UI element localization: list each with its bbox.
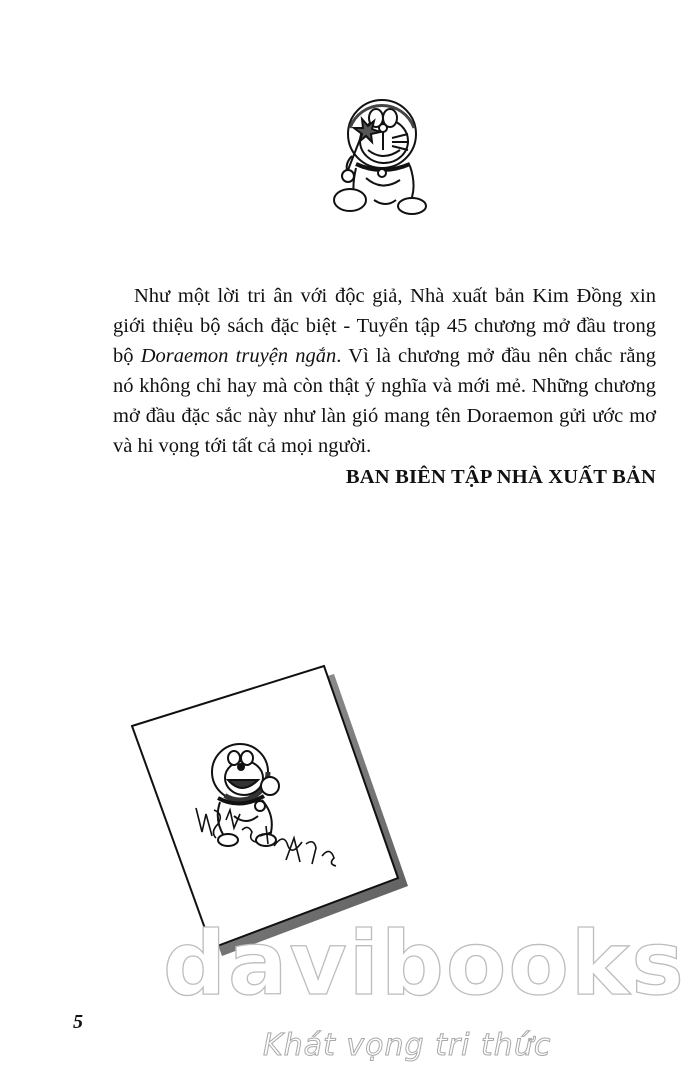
davibooks-watermark-logo: davibooks [163, 912, 686, 1015]
doraemon-sitting-illustration [322, 94, 434, 220]
book-title: Doraemon truyện ngắn [140, 345, 337, 367]
preface-text-part2: . Vì là chương mở đầu nên chắc rằng nó không chỉ hay mà còn thật ý nghĩa và mới mẻ. Những chương mở đầu đặc sắc này như làn gió mang tên Doraemon gửi ước mơ và hi vọng tới tất cả mọi người. [113, 345, 657, 457]
page-number: 5 [73, 1011, 83, 1033]
editorial-board-signature: BAN BIÊN TẬP NHÀ XUẤT BẢN [345, 466, 656, 488]
preface-text-part1: Như một lời tri ân với độc giả, Nhà xuất bản Kim Đồng xin giới thiệu bộ sách đặc biệt - Tuyển tập 45 chương mở đầu trong bộ [113, 285, 656, 367]
preface-paragraph [113, 281, 656, 461]
watermark-slogan: Khát vọng tri thức [263, 1028, 552, 1063]
